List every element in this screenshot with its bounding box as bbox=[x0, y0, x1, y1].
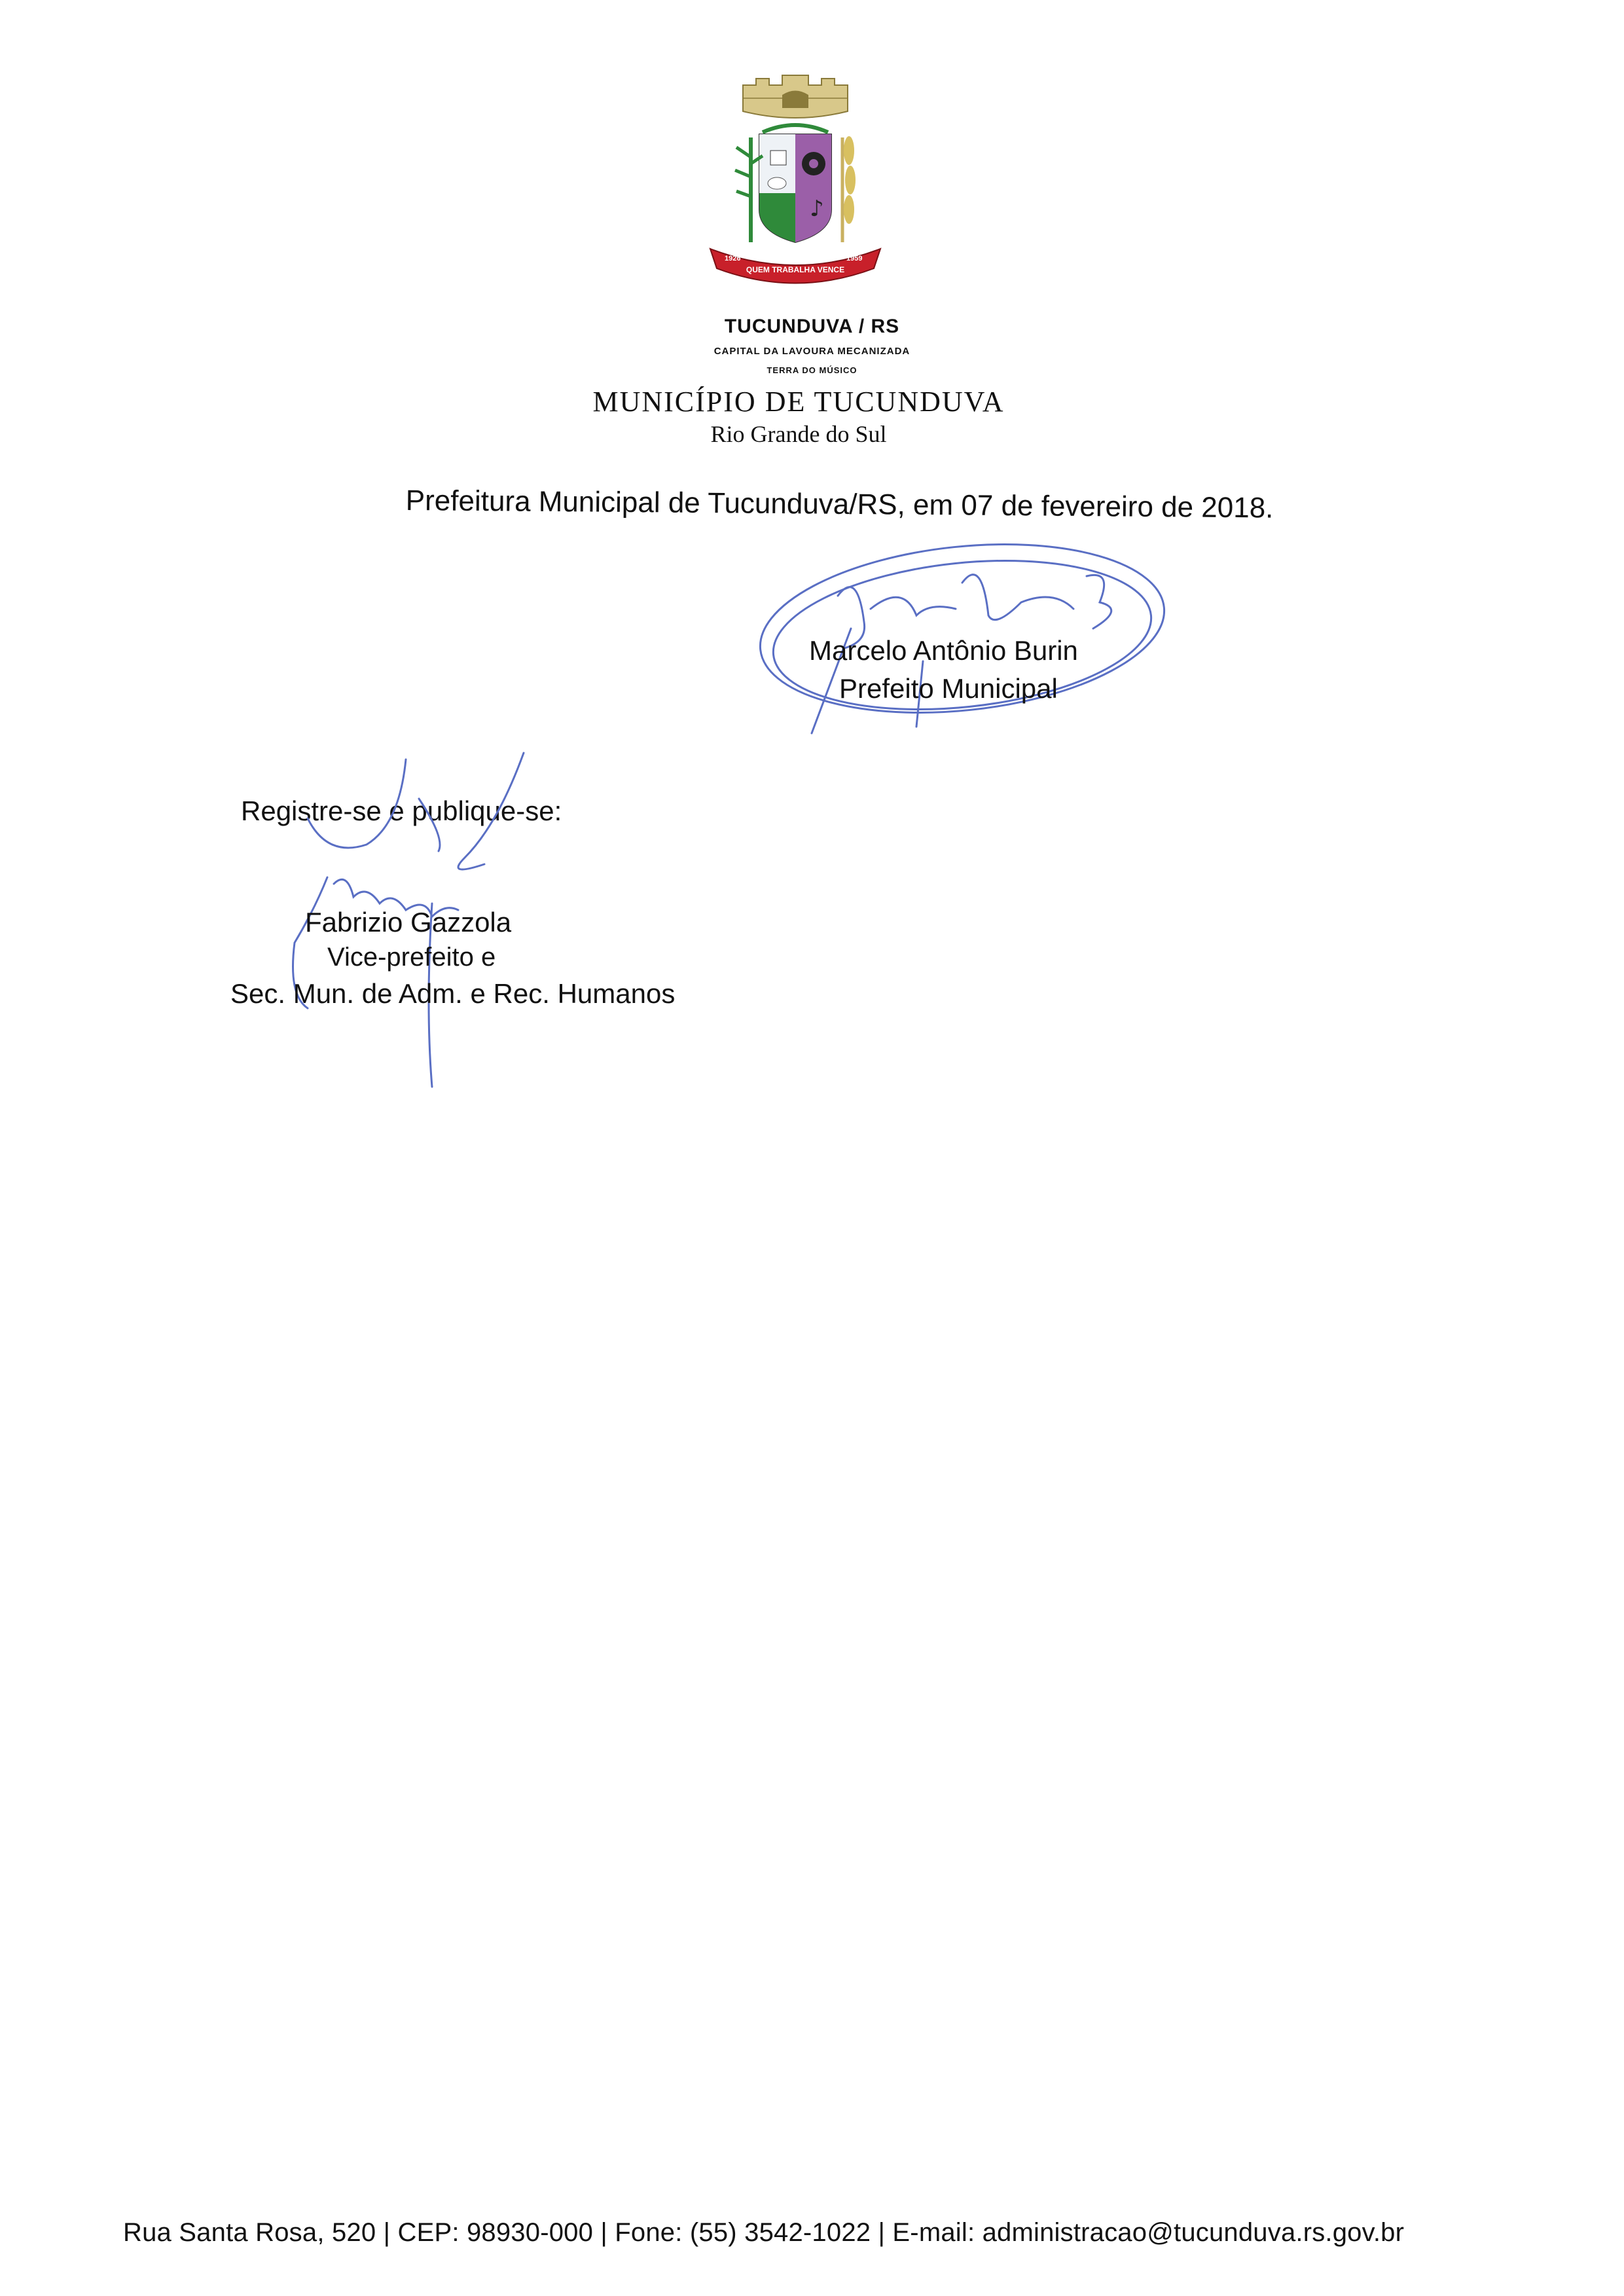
signatory-2-name: Fabrizio Gazzola bbox=[305, 907, 512, 938]
registration-note: Registre-se e publique-se: bbox=[241, 795, 562, 826]
crest-year-left: 1926 bbox=[725, 255, 741, 263]
signatory-1-role: Prefeito Municipal bbox=[839, 673, 1058, 704]
signatory-1-name: Marcelo Antônio Burin bbox=[809, 635, 1078, 666]
crest-motto: QUEM TRABALHA VENCE bbox=[746, 265, 845, 274]
wheat-icon bbox=[842, 136, 856, 242]
signatory-2-role-line-2: Sec. Mun. de Adm. e Rec. Humanos bbox=[230, 978, 676, 1009]
municipal-crest-emblem bbox=[697, 72, 893, 295]
municipality-heading: MUNICÍPIO DE TUCUNDUVA bbox=[592, 386, 1005, 418]
city-tagline-1: CAPITAL DA LAVOURA MECANIZADA bbox=[713, 346, 911, 357]
crest-year-right: 1959 bbox=[846, 255, 863, 263]
city-tagline-2: TERRA DO MÚSICO bbox=[767, 365, 857, 375]
shield-icon bbox=[759, 134, 831, 242]
state-heading: Rio Grande do Sul bbox=[710, 421, 887, 447]
city-title: TUCUNDUVA / RS bbox=[724, 316, 900, 337]
footer-contact: Rua Santa Rosa, 520 | CEP: 98930-000 | Fone: (55) 3542-1022 | E-mail: administracao@tucunduva.rs.gov.br bbox=[123, 2218, 1405, 2247]
signatory-2-role-line-1: Vice-prefeito e bbox=[327, 943, 496, 972]
corn-plant-icon bbox=[735, 137, 763, 242]
motto-ribbon bbox=[710, 249, 880, 283]
mural-crown-icon bbox=[743, 75, 848, 118]
svg-text:♪: ♪ bbox=[810, 196, 824, 222]
dateline: Prefeitura Municipal de Tucunduva/RS, em 07 de fevereiro de 2018. bbox=[405, 484, 1274, 524]
